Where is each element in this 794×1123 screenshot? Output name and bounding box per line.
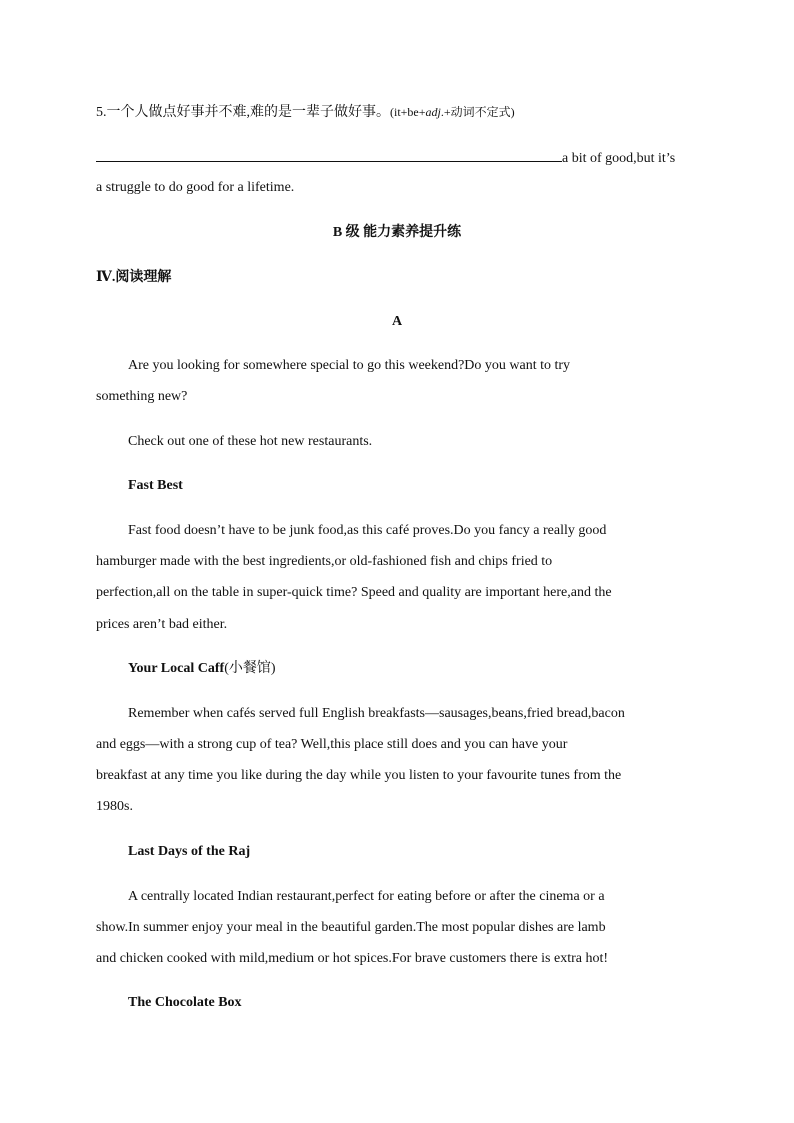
local-caff-line-3: breakfast at any time you like during the day while you listen to your favourite tunes from the <box>96 768 622 783</box>
raj-line-2: show.In summer enjoy your meal in the beautiful garden.The most popular dishes are lamb <box>96 920 606 935</box>
passage-letter: A <box>391 314 403 329</box>
answer-blank[interactable] <box>96 147 562 162</box>
chocolate-box-title: The Chocolate Box <box>128 995 242 1010</box>
hint-suffix: .+动词不定式) <box>440 105 515 119</box>
local-caff-line-1: Remember when cafés served full English breakfasts—sausages,beans,fried bread,bacon <box>128 706 625 721</box>
raj-line-3: and chicken cooked with mild,medium or hot spices.For brave customers there is extra hot! <box>96 951 609 966</box>
local-caff-line-4: 1980s. <box>96 799 133 814</box>
fast-best-line-3: perfection,all on the table in super-quick time? Speed and quality are important here,and the <box>96 585 612 600</box>
local-caff-title-zh: (小餐馆) <box>224 661 276 676</box>
fast-best-line-2: hamburger made with the best ingredients,or old-fashioned fish and chips fried to <box>96 554 553 569</box>
question-chinese: 一个人做点好事并不难,难的是一辈子做好事。 <box>106 105 390 120</box>
answer-line <box>96 147 675 169</box>
fast-best-line-1: Fast food doesn’t have to be junk food,as this café proves.Do you fancy a really good <box>128 523 607 538</box>
raj-line-1: A centrally located Indian restaurant,perfect for eating before or after the cinema or a <box>128 889 605 904</box>
section-heading: B 级 能力素养提升练 <box>332 225 462 240</box>
intro-line-1: Are you looking for somewhere special to go this weekend?Do you want to try <box>128 358 571 373</box>
answer-continuation: a bit of good,but it’s <box>562 151 676 166</box>
local-caff-title: Your Local Caff <box>128 661 225 676</box>
answer-line-2: a struggle to do good for a lifetime. <box>96 180 295 195</box>
local-caff-heading <box>128 659 276 679</box>
hint-prefix: (it+be+ <box>390 105 426 119</box>
fast-best-line-4: prices aren’t bad either. <box>96 617 228 632</box>
intro-line-2: something new? <box>96 389 188 404</box>
question-number: 5. <box>96 105 107 120</box>
part-heading: Ⅳ.阅读理解 <box>96 270 172 285</box>
intro-line-3: Check out one of these hot new restaurants. <box>128 434 373 449</box>
hint-adj: adj <box>425 105 441 119</box>
fast-best-title: Fast Best <box>128 478 183 493</box>
local-caff-line-2: and eggs—with a strong cup of tea? Well,this place still does and you can have your <box>96 737 568 752</box>
raj-title: Last Days of the Raj <box>128 844 251 859</box>
question-5 <box>96 102 515 123</box>
